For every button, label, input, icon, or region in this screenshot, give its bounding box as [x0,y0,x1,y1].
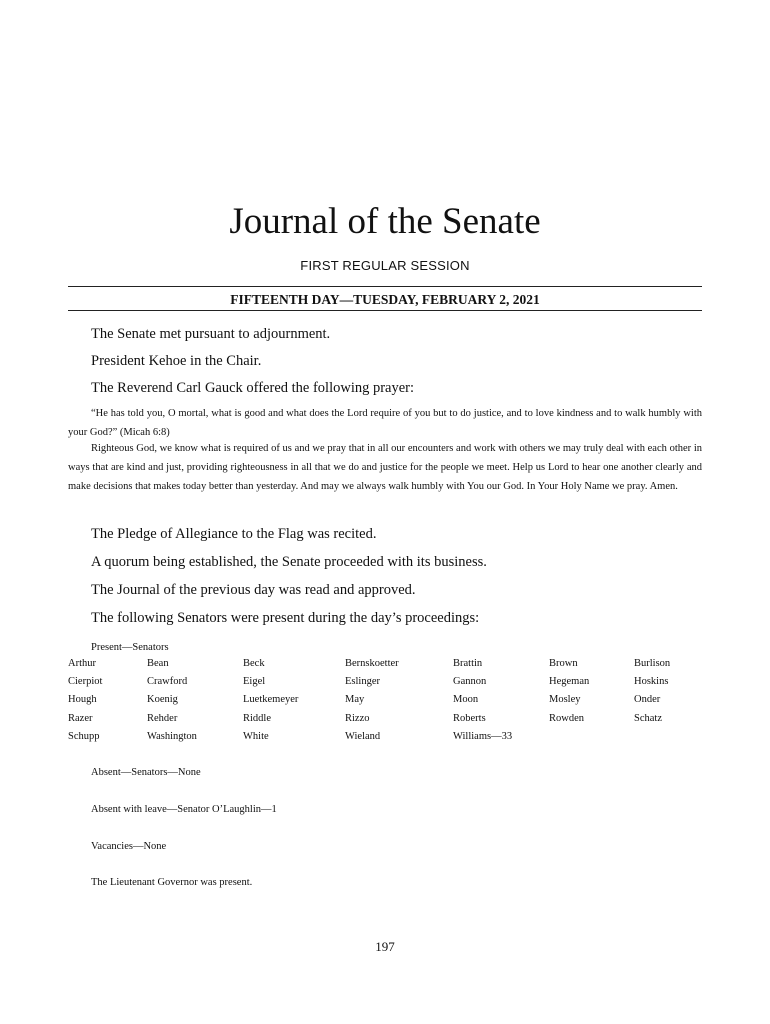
roster-row [68,676,708,694]
senator-name: Burlison [634,658,671,669]
proceeding-line: The Journal of the previous day was read and approved. [91,582,416,598]
page-title: Journal of the Senate [229,201,541,242]
senator-name: Luetkemeyer [243,694,299,706]
senator-name: Mosley [549,694,581,706]
senator-name: Hough [68,694,97,706]
senator-name: Eigel [243,676,266,688]
senator-name: Hegeman [549,676,590,688]
senator-name: Bernskoetter [345,658,399,669]
prayer-text: Righteous God, we know what is required of us and we pray that in all our encounters and work with others we may truly deal with each other in ways that are kind and just, providing righteousness in all that we do and justice for the people we meet. Help us Lord to hear one another clearly and make decisions that makes today better than yesterday. And may we always walk humbly with You our God. In Your Holy Name we pray. Amen. [68,443,702,492]
senator-name: Brown [549,658,578,669]
bottom-rule [68,310,702,311]
senator-name: White [243,730,269,742]
present-label: Present—Senators [91,642,169,653]
intro-line: President Kehoe in the Chair. [91,353,262,369]
lieutenant-governor-line: The Lieutenant Governor was present. [91,877,253,888]
senator-name: Rowden [549,712,584,724]
senator-name: May [345,694,365,706]
absent-with-leave-line: Absent with leave—Senator O’Laughlin—1 [91,804,277,815]
senator-name: Wieland [345,730,381,742]
senator-name: Washington [147,730,197,742]
day-heading: FIFTEENTH DAY—TUESDAY, FEBRUARY 2, 2021 [230,292,540,307]
senator-name: Schupp [68,730,100,742]
senator-name: Brattin [453,658,483,669]
senator-name: Rehder [147,712,178,724]
proceeding-line: A quorum being established, the Senate proceeded with its business. [91,554,487,570]
senator-name: Razer [68,712,93,724]
senator-roster [68,658,708,749]
page-number: 197 [375,939,395,954]
senator-name: Rizzo [345,712,370,724]
senator-name: Crawford [147,676,188,688]
senator-name: Arthur [68,658,96,669]
absent-line: Absent—Senators—None [91,767,201,778]
senator-name: Beck [243,658,265,669]
senator-name: Riddle [243,712,271,724]
intro-line: The Senate met pursuant to adjournment. [91,326,331,342]
vacancies-line: Vacancies—None [91,841,167,852]
roster-row [68,694,708,712]
senator-name: Cierpiot [68,676,103,688]
roster-row [68,731,708,749]
senator-name: Gannon [453,676,487,688]
senator-name: Onder [634,694,661,706]
senator-name: Moon [453,694,479,706]
proceeding-line: The following Senators were present during the day’s proceedings: [91,610,480,626]
senator-name: Schatz [634,712,662,724]
prayer-scripture: “He has told you, O mortal, what is good and what does the Lord require of you but to do justice, and to love kindness and to walk humbly with your God?” (Micah 6:8) [68,408,702,438]
roster-row [68,658,708,676]
senator-name: Bean [147,658,169,669]
senator-name: Eslinger [345,676,380,688]
top-rule [68,286,702,287]
senator-name: Williams—33 [453,730,513,742]
senator-name: Roberts [453,712,486,724]
session-label: FIRST REGULAR SESSION [300,258,470,273]
proceeding-line: The Pledge of Allegiance to the Flag was recited. [91,526,377,542]
senator-name: Hoskins [634,676,669,688]
intro-line: The Reverend Carl Gauck offered the following prayer: [91,380,415,396]
senator-name: Koenig [147,694,178,706]
roster-row [68,713,708,731]
